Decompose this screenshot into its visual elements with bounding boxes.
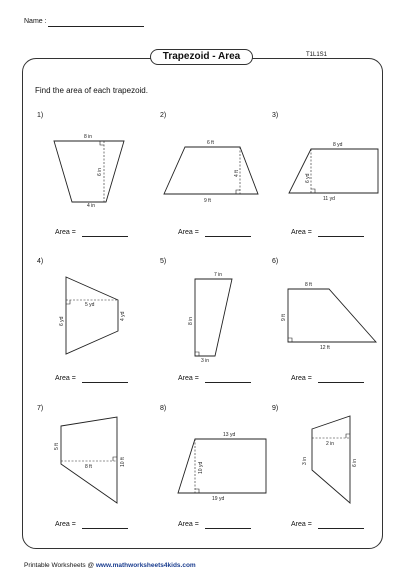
worksheet-code: T1L1S1 — [306, 52, 328, 58]
area-label-6: Area = — [291, 375, 312, 382]
base-top-label: 7 in — [214, 272, 223, 278]
base-bottom-label: 11 yd — [323, 196, 335, 202]
base-top-label: 13 yd — [223, 432, 236, 438]
height-label: 6 in — [97, 167, 103, 176]
problem-number-9: 9) — [272, 405, 279, 412]
area-label-7: Area = — [55, 521, 76, 528]
area-label-3: Area = — [291, 229, 312, 236]
area-label-5: Area = — [178, 375, 199, 382]
base-bottom-label: 12 ft — [320, 345, 330, 351]
base-top-label: 6 ft — [207, 140, 214, 146]
area-label-8: Area = — [178, 521, 199, 528]
base-right-label: 10 ft — [120, 457, 126, 467]
base-bottom-label: 4 in — [87, 203, 96, 209]
base-right-label: 6 in — [352, 458, 358, 467]
problem-number-8: 8) — [160, 405, 167, 412]
instructions: Find the area of each trapezoid. — [35, 86, 148, 95]
problem-number-7: 7) — [37, 405, 44, 412]
base-top-label: 8 in — [84, 134, 93, 140]
base-top-label: 8 ft — [305, 282, 312, 288]
base-bottom-label: 19 yd — [212, 496, 225, 502]
base-left-label: 5 ft — [54, 443, 60, 450]
trapezoid-shape — [312, 416, 350, 503]
area-label-9: Area = — [291, 521, 312, 528]
problem-number-2: 2) — [160, 112, 167, 119]
problem-number-1: 1) — [37, 112, 44, 119]
base-bottom-label: 3 in — [201, 358, 210, 364]
base-right-label: 4 yd — [120, 311, 126, 321]
problem-number-3: 3) — [272, 112, 279, 119]
height-label: 10 yd — [198, 461, 204, 474]
right-angle-mark — [346, 434, 350, 438]
height-label: 9 ft — [281, 314, 287, 321]
height-label: 2 in — [326, 441, 335, 447]
footer — [24, 562, 196, 569]
base-bottom-label: 9 ft — [204, 198, 211, 204]
height-label: 8 ft — [85, 464, 92, 470]
footer-prefix: Printable Worksheets @ — [24, 562, 96, 569]
base-top-label: 8 yd — [333, 142, 343, 148]
base-left-label: 3 in — [302, 456, 308, 465]
area-label-4: Area = — [55, 375, 76, 382]
height-label: 6 yd — [305, 173, 311, 183]
problem-number-5: 5) — [160, 258, 167, 265]
base-left-label: 6 yd — [59, 316, 65, 326]
area-label-2: Area = — [178, 229, 199, 236]
name-label: Name : — [24, 18, 47, 25]
height-label: 5 yd — [85, 302, 95, 308]
worksheet-title: Trapezoid - Area — [150, 49, 253, 65]
problem-number-4: 4) — [37, 258, 44, 265]
area-label-1: Area = — [55, 229, 76, 236]
height-label: 4 ft — [234, 170, 240, 177]
height-label: 8 in — [188, 316, 194, 325]
problem-number-6: 6) — [272, 258, 279, 265]
footer-site-link[interactable]: www.mathworksheets4kids.com — [95, 562, 196, 569]
